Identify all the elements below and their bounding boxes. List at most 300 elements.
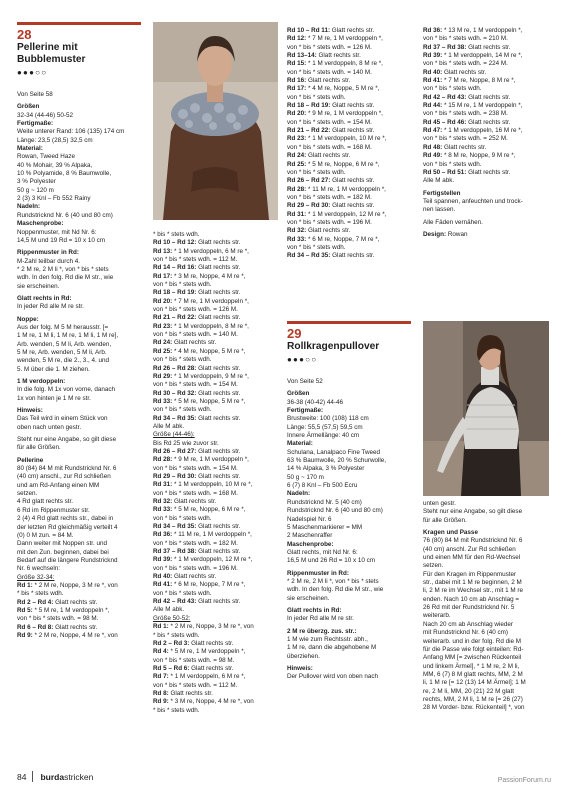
text-line: von * bis * stets wdh. = 196 M. (287, 218, 372, 226)
text-line: Rowan, Tweed Haze (17, 153, 75, 161)
row-instruction: Glatt rechts str. (196, 364, 241, 372)
text-line: 5. M über die 1. M ziehen. (17, 365, 90, 373)
text-line (153, 498, 281, 506)
section-28-difficulty-rating (17, 68, 141, 78)
text-line (287, 202, 417, 210)
text-line: 16,5 M und 26 Rd = 10 x 10 cm (287, 557, 376, 565)
text-line: 14 % Alpaka, 3 % Polyester (287, 465, 365, 473)
text-line (153, 415, 281, 423)
row-label: Rd 23: (153, 322, 173, 330)
text-line: (40 cm) anschl., zur Rd schließen (17, 473, 111, 481)
text-line: Größe 32-34: (17, 573, 55, 581)
row-instruction: Glatt rechts str. (330, 127, 375, 135)
text-line (423, 169, 553, 177)
row-label: Rd 9: (17, 631, 33, 639)
row-instruction: Glatt rechts str. (53, 598, 98, 606)
text-line: von * bis * stets wdh. = 98 M. (153, 656, 235, 664)
text-line: li, 1 M re [= 12 (13) 14 M Ärmel]; 1 M (423, 679, 526, 687)
row-label: Rd 23: (287, 135, 307, 143)
row-instruction: Glatt rechts str. (330, 27, 375, 34)
text-line: 14,5 M und 19 Rd = 10 x 10 cm (17, 236, 106, 244)
text-line: Maschenprobe: (17, 220, 64, 228)
row-instruction: Glatt rechts str. (53, 623, 98, 631)
text-line: für alle Größen. (423, 516, 467, 524)
text-line: Arb. wenden, 5 M li, Arb. wenden, (17, 340, 112, 348)
row-label: Rd 29 – Rd 30: (287, 202, 331, 210)
column-4-bottom (423, 500, 553, 713)
row-instruction: * 1 M verdoppeln, 12 M re *, (306, 210, 387, 218)
row-label: Rd 34 – Rd 35: (287, 252, 331, 260)
text-line (17, 582, 147, 590)
row-label: Rd 42 – Rd 43: (423, 93, 467, 101)
text-line: 50 g ~ 120 m (17, 186, 54, 194)
text-line (153, 365, 281, 373)
row-label: Rd 31: (153, 481, 173, 489)
row-instruction: Glatt rechts str. (172, 339, 217, 347)
text-line: Alle Fäden vernähen. (423, 218, 483, 226)
text-line (423, 127, 553, 135)
text-line: Alle M abk. (423, 177, 455, 185)
text-line: von * bis * stets wdh. = 140 M. (287, 68, 372, 76)
row-label: Rd 40: (423, 68, 443, 76)
row-label: Rd 25: (153, 347, 173, 355)
text-line: 2 (4) 4 Rd glatt rechts str., dabei in (17, 515, 114, 523)
text-line (153, 298, 281, 306)
text-line (287, 35, 417, 43)
row-label: Rd 28: (153, 456, 173, 464)
text-line: Das Teil wird in einem Stück von (17, 415, 108, 423)
column-3-top (287, 27, 417, 261)
text-line: und am Rd-Anfang einen MM (17, 481, 100, 489)
row-label: Rd 24: (287, 152, 307, 160)
text-line (153, 481, 281, 489)
text-line: Größe (44-46): (153, 431, 195, 439)
text-line (287, 52, 417, 60)
text-line (423, 27, 553, 35)
text-line (153, 640, 281, 648)
text-line: 10 % Polyamide, 8 % Baumwolle, (17, 170, 112, 178)
text-line: 4 Rd glatt rechts str. (17, 498, 73, 506)
text-line: Rundstricknd Nr. 5 (40 cm) (287, 498, 362, 506)
section-28-number: 28 (17, 27, 32, 42)
text-line: Bis Rd 25 wie zuvor str. (153, 439, 219, 447)
section-28-header (17, 28, 141, 82)
text-line: von * bis * stets wdh. = 238 M. (423, 110, 508, 118)
row-label: Rd 42 – Rd 43: (153, 598, 197, 606)
text-line (287, 27, 417, 35)
row-label: Rd 41: (153, 581, 173, 589)
text-line (153, 673, 281, 681)
difficulty-dot-filled: ● (29, 68, 36, 77)
row-instruction: Glatt rechts str. (466, 168, 511, 176)
text-line (287, 127, 417, 135)
text-line: wdh. In den folg. Rd die M str., wie (287, 586, 384, 594)
row-label: Rd 47: (423, 127, 443, 135)
text-line: weiterarb. und in der folg. Rd die M (423, 637, 522, 645)
text-line (153, 289, 281, 297)
row-label: Rd 14 – Rd 16: (153, 264, 197, 272)
text-line (423, 94, 553, 102)
text-line (153, 581, 281, 589)
row-instruction: Glatt rechts str. (196, 447, 241, 455)
section-28-photo (153, 22, 278, 220)
text-line: 1 M verdoppeln: (17, 378, 66, 385)
text-line (423, 144, 553, 152)
text-line (153, 273, 281, 281)
row-label: Rd 10 – Rd 11: (287, 27, 331, 34)
text-line: 28 M Vorder- bzw. Rückenteil] *, von (423, 704, 525, 712)
text-line (287, 102, 417, 110)
row-instruction: Glatt rechts str. (196, 598, 241, 606)
row-label: Rd 20: (287, 110, 307, 118)
text-line (287, 227, 417, 235)
row-label: Rd 1: (17, 581, 33, 589)
text-line (423, 152, 553, 160)
text-line: 76 (80) 84 M mit Rundstricknd Nr. 6 (423, 537, 523, 545)
row-instruction: * 1 M verdoppeln, 10 M re *, (306, 135, 387, 143)
text-line (287, 135, 417, 143)
text-line: mit Rundstricknd Nr. 6 (40 cm) (423, 629, 509, 637)
row-label: Rd 29 – Rd 30: (153, 472, 197, 480)
magazine-brand (40, 772, 93, 782)
row-label: Rd 50 – Rd 51: (423, 168, 467, 176)
row-label: Rd 1: (153, 623, 169, 631)
text-line: Weite unterer Rand: 106 (135) 174 cm (17, 128, 125, 136)
text-line: überziehen. (287, 652, 320, 660)
text-line (153, 648, 281, 656)
text-line: Nadelspiel Nr. 6 (287, 515, 332, 523)
row-label: Rd 29: (153, 372, 173, 380)
row-instruction: Glatt rechts str. (196, 472, 241, 480)
text-line: 1 M re, dann die abgehobene M (287, 644, 377, 652)
row-instruction: Glatt rechts str. (189, 639, 234, 647)
row-label: Rd 20: (153, 297, 173, 305)
row-instruction: * 5 M re, 1 M verdoppeln *, (32, 606, 110, 614)
text-line: Für den Kragen im Rippenmuster (423, 570, 517, 578)
text-line: 1 M wie zum Rechtsstr. abh., (287, 635, 368, 643)
row-instruction: * 5 M re, Noppe, 6 M re *, (172, 506, 246, 514)
difficulty-dot-empty: ○ (305, 355, 312, 364)
text-line (153, 473, 281, 481)
row-instruction: * 6 M re, Noppe, 7 M re *, (172, 581, 246, 589)
text-line: * 2 M re, 2 M li *, von * bis * stets (287, 577, 379, 585)
row-instruction: Glatt rechts str. (466, 118, 511, 126)
text-line: MM, 6 (7) 8 M glatt rechts, MM, 2 M (423, 670, 523, 678)
text-line: rechts, MM, 2 M li, 1 M re [= 26 (27) (423, 695, 523, 703)
difficulty-dot-empty: ○ (41, 68, 48, 77)
row-label: Rd 36: (423, 27, 443, 34)
row-instruction: Glatt rechts str. (466, 43, 511, 51)
text-line: Teil spannen, anfeuchten und trock- (423, 197, 523, 205)
row-label: Rd 16: (287, 77, 307, 85)
text-line: von * bis * stets wdh. = 126 M. (287, 43, 372, 51)
difficulty-dot-filled: ● (299, 355, 306, 364)
row-instruction: * 8 M re, Noppe, 9 M re *, (442, 152, 516, 160)
row-label: Rd 21 – Rd 22: (287, 127, 331, 135)
footer-divider (32, 771, 33, 782)
text-line (153, 548, 281, 556)
section-29-title: Rollkragenpullover (287, 341, 380, 352)
text-line: von * bis * stets wdh. = 154 M. (153, 464, 238, 472)
text-line (287, 177, 417, 185)
row-instruction: Glatt rechts str. (196, 239, 241, 247)
text-line (153, 690, 281, 698)
text-line (153, 339, 281, 347)
row-instruction: Glatt rechts str. (330, 202, 375, 210)
text-line: von * bis * stets wdh. = 224 M. (423, 60, 508, 68)
row-instruction: Glatt rechts str. (196, 548, 241, 556)
text-line: Kragen und Passe (423, 529, 478, 537)
text-line (287, 252, 417, 260)
text-line (153, 523, 281, 531)
difficulty-dot-filled: ● (287, 355, 294, 364)
row-instruction: * 1 M verdoppeln, 8 M re *, (306, 60, 383, 68)
row-instruction: Glatt rechts str. (306, 77, 351, 85)
row-label: Rd 12: (287, 35, 307, 43)
text-line: Nadeln: (17, 203, 41, 211)
text-line (153, 264, 281, 272)
text-line (153, 314, 281, 322)
text-line (17, 632, 147, 640)
watermark: PassionForum.ru (497, 777, 551, 784)
text-line (423, 102, 553, 110)
row-instruction: Glatt rechts str. (172, 498, 217, 505)
text-line: Pellerine (17, 456, 44, 464)
row-instruction: * 2 M re, Noppe, 3 M re *, von (32, 581, 118, 589)
row-instruction: * 7 M re, 1 M verdoppeln *, (172, 297, 249, 305)
text-line: von * bis * stets wdh. = 126 M. (153, 306, 238, 314)
row-label: Rd 37 – Rd 38: (153, 548, 197, 556)
section-29-rule (287, 321, 411, 324)
text-line: Fertigstellen (423, 189, 461, 197)
row-instruction: Glatt rechts str. (168, 689, 213, 697)
page-number: 84 (17, 772, 27, 782)
text-line: 32-34 (44-46) 50-52 (17, 111, 74, 119)
text-line: von * bis * stets wdh. (423, 160, 482, 168)
text-line: Länge: 55,5 (57,5) 59,5 cm (287, 423, 363, 431)
text-line (287, 60, 417, 68)
text-line (287, 77, 417, 85)
text-line: 1x von hinten je 1 M re str. (17, 394, 91, 402)
text-line: 36-38 (40-42) 44-46 (287, 398, 344, 406)
text-line: 6 (7) 8 Knl – Fb 500 Ecru (287, 482, 358, 490)
text-line: von * bis * stets wdh. = 140 M. (153, 331, 238, 339)
text-line: setzen. (17, 490, 38, 498)
row-label: Rd 15: (287, 60, 307, 68)
text-line: von * bis * stets wdh. (153, 281, 212, 289)
text-line: Fertigmaße: (17, 120, 54, 128)
row-instruction: * 6 M re, Noppe, 7 M re *, (306, 235, 380, 243)
text-line: Maschenprobe: (287, 540, 334, 548)
text-line: 5 M re, Arb. wenden, 5 M li, Arb. (17, 348, 107, 356)
text-line: Rundstricknd Nr. 6 (40 und 80 cm) (287, 507, 383, 515)
text-line: Von Seite 52 (287, 378, 323, 385)
row-label: Rd 37 – Rd 38: (423, 43, 467, 51)
row-instruction: * 7 M re, Noppe, 8 M re *, (442, 77, 516, 85)
text-line: setzen. (423, 562, 444, 570)
row-instruction: Glatt rechts str. (196, 523, 241, 531)
text-line: Rippenmuster in Rd: (287, 569, 349, 577)
text-line: sie erscheinen. (287, 594, 330, 602)
text-line (153, 665, 281, 673)
text-line: Glatt rechts in Rd: (17, 294, 72, 302)
row-label: Rd 34 – Rd 35: (153, 414, 197, 422)
row-instruction: * 1 M verdoppeln, 12 M re *, (172, 556, 253, 564)
row-label: Rd 49: (423, 152, 443, 160)
row-label: Rd 39: (423, 52, 443, 60)
text-line: Nadeln: (287, 490, 311, 498)
row-instruction: * 5 M re, Noppe, 6 M re *, (306, 160, 380, 168)
text-line (17, 624, 147, 632)
row-instruction: Glatt rechts str. (189, 664, 234, 672)
row-label: Rd 34 – Rd 35: (153, 523, 197, 531)
text-line: 26 Rd mit der Rundstricknd Nr. 5 (423, 604, 515, 612)
text-line (153, 506, 281, 514)
row-label: Rd 9: (153, 698, 169, 706)
text-line: wdh. In den folg. Rd die M str., wie (17, 274, 114, 282)
text-line: sie erscheinen. (17, 282, 60, 290)
text-line (423, 77, 553, 85)
row-label: Design: (423, 230, 447, 238)
text-line: Material: (287, 440, 313, 448)
row-instruction: * 3 M re, Noppe, 4 M re *, (172, 272, 246, 280)
text-line: Noppenmuster, mit Nd Nr. 6: (17, 228, 97, 236)
row-instruction: Glatt rechts str. (196, 314, 241, 322)
row-instruction: Glatt rechts str. (196, 264, 241, 272)
text-line (287, 161, 417, 169)
text-line: für die Passe wie folgt einteilen: Rd- (423, 645, 524, 653)
row-label: Rd 31: (287, 210, 307, 218)
section-29-difficulty-rating (287, 355, 413, 365)
text-line (287, 85, 417, 93)
brand-rest: stricken (64, 772, 94, 782)
text-line: nen lassen. (423, 206, 456, 214)
text-line: mit den Zun. beginnen, dabei bei (17, 548, 109, 556)
text-line (423, 52, 553, 60)
text-line (153, 348, 281, 356)
row-label: Rd 8: (153, 689, 169, 697)
row-label: Rd 48: (423, 143, 443, 151)
row-label: Rd 26 – Rd 27: (153, 447, 197, 455)
text-line (153, 248, 281, 256)
row-instruction: * 2 M re, Noppe, 4 M re *, von (32, 631, 118, 639)
text-line (423, 119, 553, 127)
text-line: 1 M re, 1 M li, 1 M re, 1 M li, 1 M re], (17, 332, 119, 340)
text-line: 50 g ~ 170 m (287, 473, 324, 481)
text-line: von * bis * stets wdh. (153, 514, 212, 522)
column-3-bottom (287, 378, 417, 682)
row-instruction: * 4 M re, Noppe, 5 M re *, (306, 85, 380, 93)
difficulty-dot-filled: ● (17, 68, 24, 77)
text-line (153, 456, 281, 464)
text-line (153, 390, 281, 398)
text-line: li, 2 M re im Wechsel str., mit 1 M re (423, 587, 523, 595)
text-line: * bis * stets wdh. (17, 590, 64, 598)
text-line: Schulana, Lanalpaco Fine Tweed (287, 448, 381, 456)
row-label: Rd 5: (17, 606, 33, 614)
text-line: Größen (17, 103, 40, 111)
row-label: Rd 21 – Rd 22: (153, 314, 197, 322)
row-label: Rd 44: (423, 102, 443, 110)
text-line: oben nach unten gestr. (17, 423, 82, 431)
row-instruction: Glatt rechts str. (466, 93, 511, 101)
text-line: von * bis * stets wdh. = 168 M. (153, 489, 238, 497)
text-line (153, 598, 281, 606)
text-line (153, 623, 281, 631)
text-line: Nach 20 cm ab Anschlag wieder (423, 620, 513, 628)
section-29-header (287, 327, 413, 369)
text-line (153, 573, 281, 581)
row-label: Rd 33: (153, 397, 173, 405)
row-label: Rd 17: (153, 272, 173, 280)
row-instruction: * 1 M verdoppeln, 14 M re *, (442, 52, 523, 60)
text-line: Rippenmuster in Rd: (17, 249, 79, 257)
text-line: Bedarf auf die längere Rundstricknd (17, 556, 118, 564)
row-instruction: Glatt rechts str. (196, 389, 241, 397)
text-line: und einen MM für den Rd-Wechsel (423, 554, 521, 562)
row-label: Rd 32: (287, 227, 307, 235)
section-29-number: 29 (287, 326, 302, 341)
text-line (17, 607, 147, 615)
text-line (153, 373, 281, 381)
row-label: Rd 2 – Rd 3: (153, 639, 190, 647)
row-label: Rd 28: (287, 185, 307, 193)
row-label: Rd 6 – Rd 8: (17, 623, 54, 631)
text-line: 6 Rd im Rippenmuster str. (17, 506, 90, 514)
text-line: von * bis * stets wdh. = 168 M. (287, 143, 372, 151)
row-label: Rd 7: (153, 673, 169, 681)
row-instruction: * 13 M re, 1 M verdoppeln *, (442, 27, 523, 34)
text-line: weiterarb. (423, 612, 451, 620)
row-instruction: * 1 M verdoppeln, 8 M re *, (172, 322, 249, 330)
row-label: Rd 39: (153, 556, 173, 564)
text-line: Steht nur eine Angabe, so gilt diese (17, 436, 117, 444)
row-instruction: * 1 M verdoppeln, 10 M re *, (172, 481, 253, 489)
row-label: Rd 25: (287, 160, 307, 168)
row-instruction: Rowan (446, 230, 468, 238)
section-28-title-line-2: Bubblemuster (17, 54, 86, 65)
row-label: Rd 45 – Rd 46: (423, 118, 467, 126)
row-label: Rd 32: (153, 498, 173, 505)
row-instruction: * 1 M verdoppeln, 6 M re *, (172, 247, 249, 255)
row-instruction: * 4 M re, Noppe, 5 M re *, (172, 347, 246, 355)
column-4-top (423, 27, 553, 239)
text-line (423, 69, 553, 77)
text-line: Glatt rechts in Rd: (287, 606, 342, 614)
text-line: (0) 0 M zun. = 84 M. (17, 531, 74, 539)
text-line: Anfang MM [= zwischen Rückenteil (423, 654, 522, 662)
text-line: re, 2 M li, MM, 20 (21) 22 M glatt (423, 687, 514, 695)
text-line (153, 323, 281, 331)
text-line: str., dabei mit 1 M re beginnen, 2 M (423, 579, 522, 587)
row-label: Rd 30 – Rd 32: (153, 389, 197, 397)
row-instruction: Glatt rechts str. (306, 152, 351, 160)
text-line: * 2 M re, 2 M li *, von * bis * stets (17, 265, 109, 273)
row-label: Rd 40: (153, 573, 173, 581)
row-label: Rd 13: (153, 247, 173, 255)
text-line: von * bis * stets wdh. (153, 589, 212, 597)
text-line: 2 (3) 3 Knl – Fb 552 Rainy (17, 195, 91, 203)
row-instruction: * 15 M re, 1 M verdoppeln *, (442, 102, 523, 110)
text-line: Rundstricknd Nr. 6 (40 und 80 cm) (17, 211, 113, 219)
text-line: M-Zahl teilbar durch 4. (17, 257, 80, 265)
text-line: (40 cm) anschl. Zur Rd schließen (423, 545, 516, 553)
text-line: Noppe: (17, 315, 39, 323)
text-line: In die folg. M 1x von vorne, danach (17, 386, 116, 394)
row-label: Rd 13–14: (287, 52, 317, 60)
text-line: Länge: 23,5 (28,5) 32,5 cm (17, 136, 93, 144)
text-line (153, 556, 281, 564)
